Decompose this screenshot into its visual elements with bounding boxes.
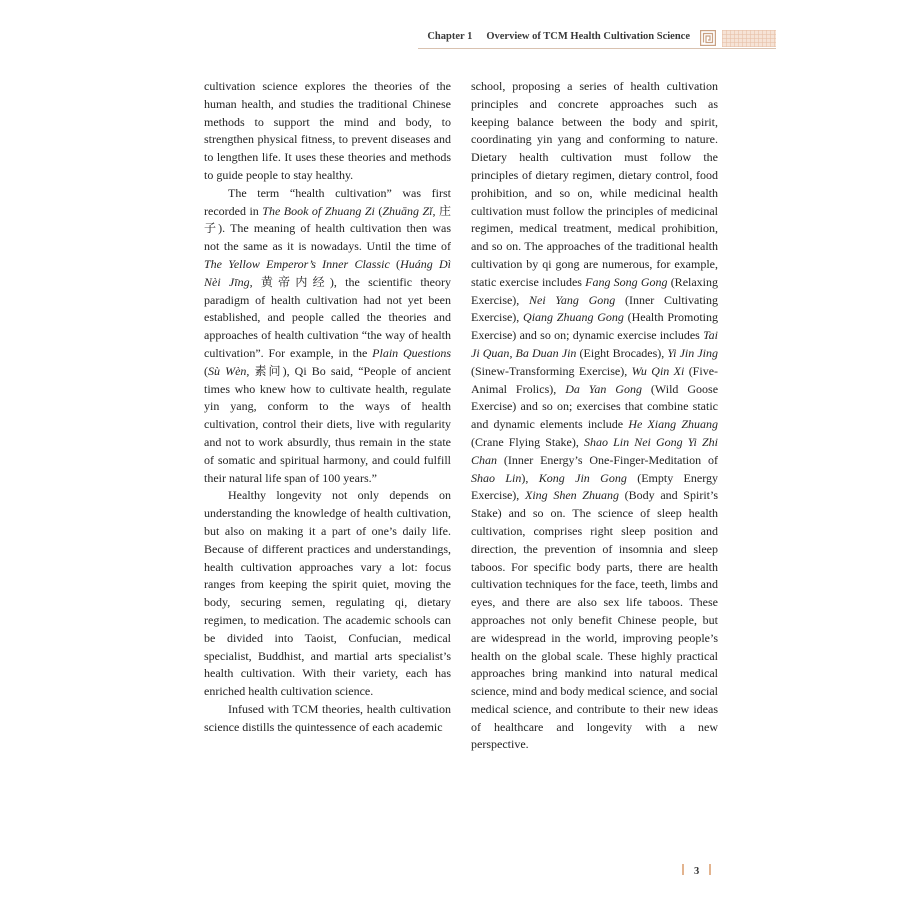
paragraph: Healthy longevity not only depends on understanding the knowledge of health cultivation, but also on making it a part of one’s daily life. Because of different practices and understandings, health cultivation approaches vary a lot: focus ranges from keeping the spirit quiet, moving the body, securing semen, regulating qi, dietary regimen, to medication. The academic schools can be divided into Taoist, Confucian, medical specialist, Buddhist, and martial arts specialist’s health cultivation. With their variety, each has enriched health cultivation science. (204, 488, 451, 699)
fret-ornament-icon (700, 30, 716, 46)
folio-bar-right (709, 864, 711, 875)
left-text-column (204, 78, 451, 736)
header-rule (418, 48, 776, 49)
paragraph: Infused with TCM theories, health cultivation science distills the quintessence of each academic (204, 701, 451, 734)
folio-bar-left (682, 864, 684, 875)
chapter-title: Overview of TCM Health Cultivation Science (486, 31, 690, 42)
running-head (427, 31, 690, 42)
header-pattern-band (722, 30, 776, 47)
page-number: 3 (682, 864, 711, 877)
chapter-number: Chapter 1 (427, 31, 473, 42)
paragraph: school, proposing a series of health cultivation principles and concrete approaches such as keeping balance between the body and spirit, coordinating yin yang and conforming to nature. Dietary health cultivation must follow the principles of dietary regimen, dietary control, food prohibition, and so on, while medicinal health cultivation must follow the principles of medicinal regimen, medical treatment, medical prohibition, and so on. The approaches of the traditional health cultivation by qi gong are numerous, for example, static exercise includes Fang Song Gong (Relaxing Exercise), Nei Yang Gong (Inner Cultivating Exercise), Qiang Zhuang Gong (Health Promoting Exercise) and so on; dynamic exercise includes Tai Ji Quan, Ba Duan Jin (Eight Brocades), Yi Jin Jing (Sinew-Transforming Exercise), Wu Qin Xi (Five-Animal Frolics), Da Yan Gong (Wild Goose Exercise) and so on; exercises that combine static and dynamic elements include He Xiang Zhuang (Crane Flying Stake), Shao Lin Nei Gong Yi Zhi Chan (Inner Energy’s One-Finger-Meditation of Shao Lin), Kong Jin Gong (Empty Energy Exercise), Xing Shen Zhuang (Body and Spirit’s Stake) and so on. The science of sleep health cultivation, comprises right sleep position and direction, the prevention of insomnia and sleep taboos. For specific body parts, there are health cultivation techniques for the face, teeth, limbs and eyes, and there are also sex life taboos. These approaches not only benefit Chinese people, but are widespread in the world, improving people’s health on the global scale. These highly practical approaches bring mankind into natural medical science, mind and body medical science, and social medical science, and contribute to their new ideas of healthcare and longevity with a new perspective. (471, 79, 719, 752)
paragraph: The term “health cultivation” was first recorded in The Book of Zhuang Zi (Zhuāng Zǐ, 庄子). The meaning of health cultivation then was not the same as it is nowadays. Until the time of The Yellow Emperor’s Inner Classic (Huáng Dì Nèi Jīng, 黄帝内经), the scientific theory paradigm of health cultivation had not yet been established, and people called the theories and approaches of health cultivation “the way of health cultivation”. For example, in the Plain Questions (Sù Wèn, 素问), Qi Bo said, “People of ancient times who knew how to cultivate health, regulate yin yang, conform to the ways of health cultivation, control their diets, live with regularity and not to work absurdly, thus remain in the state of somatic and spiritual harmony, and could fulfill their natural life span of 100 years.” (204, 185, 452, 485)
right-text-column (471, 78, 718, 754)
paragraph: cultivation science explores the theories of the human health, and studies the traditional Chinese methods to support the mind and body, to strengthen physical fitness, to prevent diseases and to lengthen life. It uses these theories and methods to guide people to stay healthy. (204, 79, 451, 182)
